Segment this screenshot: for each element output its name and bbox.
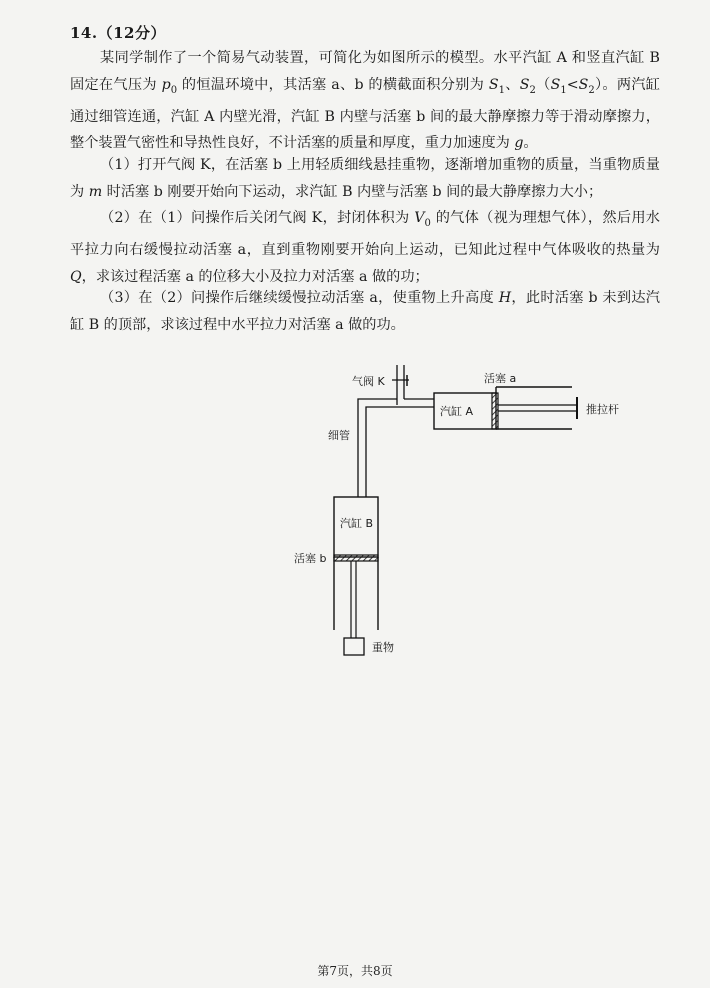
cylinder-b-label: 汽缸 B	[340, 517, 374, 530]
question-part-2: （2）在（1）问操作后关闭气阀 K，封闭体积为 $V_0$ 的气体（视为理想气体），然后用水平拉力向右缓慢拉动活塞 a，直到重物刚要开始向上运动，已知此过程中气体吸收的热量为 Q，求该过程活塞 a 的位移大小及拉力对活塞 a 做的功；	[70, 210, 660, 285]
page-footer: 第7页，共8页	[317, 964, 393, 978]
question-intro: 某同学制作了一个简易气动装置，可简化为如图所示的模型。水平汽缸 A 和竖直汽缸 B 固定在气压为 $p_0$ 的恒温环境中，其活塞 a、b 的横截面积分别为 $S_1$、$S_2(S_1<S_2)$。两汽缸通过细管连通，汽缸 A 内壁光滑，汽缸 B 内壁与活塞 b 间的最大静摩擦力等于滑动摩擦力，整个装置气密性和导热性良好，不计活塞的质量和厚度，重力加速度为 g。	[70, 50, 660, 152]
weight-label: 重物	[372, 641, 394, 654]
piston-b-label: 活塞 b	[294, 552, 327, 565]
piston-a-label: 活塞 a	[484, 372, 517, 385]
question-part-1: （1）打开气阀 K，在活塞 b 上用轻质细线悬挂重物，逐渐增加重物的质量，当重物质量为 m 时活塞 b 刚要开始向下运动，求汽缸 B 内壁与活塞 b 间的最大静摩擦力大小；	[70, 157, 660, 200]
thin-tube	[358, 399, 434, 497]
piston-a	[492, 393, 498, 429]
apparatus-diagram	[280, 355, 640, 665]
valve-k-label: 气阀 K	[352, 375, 385, 388]
push-pull-rod	[498, 397, 577, 419]
question-part-3: （3）在（2）问操作后继续缓慢拉动活塞 a，使重物上升高度 H，此时活塞 b 未到达汽缸 B 的顶部，求该过程中水平拉力对活塞 a 做的功。	[70, 290, 660, 333]
tube-label: 细管	[328, 429, 350, 442]
cylinder-a-label: 汽缸 A	[440, 405, 474, 418]
piston-b	[334, 555, 378, 561]
weight	[344, 638, 364, 655]
question-number: 14.（12分）	[70, 24, 166, 42]
rod-label: 推拉杆	[586, 403, 619, 416]
